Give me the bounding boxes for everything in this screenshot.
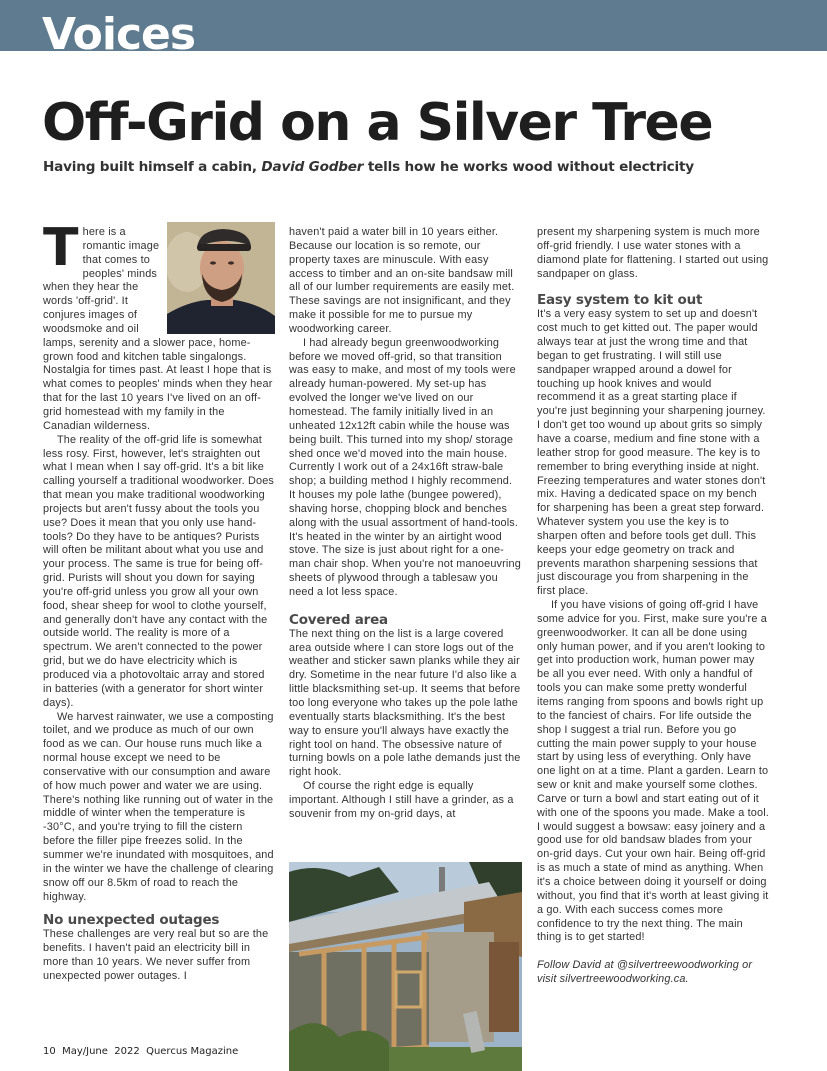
paragraph: It's a very easy system to set up and doesn't cost much to get kitted out. The paper would always tear at just the wrong time and that began to get frustrating. I will still use sandpaper wrapped around a dowel for touching up hook knives and would recommend it as a great starting place if you're just beginning your sharpening journey. I don't get too wound up about grits so simply have a coarse, medium and fine stone with a leather strop for good measure. The key is to remember to bring everything inside at night. Freezing temperatures and water stones don't mix. Having a dedicated space on my bench for sharpening has been a great step forward. Whatever system you use the key is to sharpen often and before tools get dull. This keeps your edge geometry on track and prevents marathon sharpening sessions that just discourage you from sharpening in the first place. [537,308,766,598]
follow-line: Follow David at @silvertreewoodworking or visit silvertreewoodworking.ca. [537,959,753,986]
standfirst-lead: Having built himself a cabin, [43,159,262,175]
paragraph: These challenges are very real but so are the benefits. I haven't paid an electricity bill in more than 10 years. We never suffer from unexpected power outages. I [43,928,269,982]
paragraph: haven't paid a water bill in 10 years either. Because our location is so remote, our property taxes are minuscule. With easy access to timber and an on-site bandsaw mill all of our lumber requirements are easily met. These savings are not insignificant, and they make it possible for me to pursue my woodworking career. [289,226,515,335]
drop-cap: T [43,218,79,278]
portrait-image [167,222,275,334]
standfirst-tail: tells how he works wood without electricity [363,159,694,175]
column-1 [43,218,275,984]
straw-bale-shop-image [289,862,522,1071]
author-portrait [167,222,275,334]
subheading: Easy system to kit out [537,292,703,309]
paragraph: present my sharpening system is much more off-grid friendly. I use water stones with a diamond plate for flattening. I started out using sandpaper on glass. [537,226,769,280]
subheading: Covered area [289,611,388,628]
paragraph: I had already begun greenwoodworking before we moved off-grid, so that transition was easy to make, and most of my tools were already human-powered. My set-up has evolved the longer we've lived on our homestead. The family initially lived in an unheated 12x12ft cabin while the house was being built. This turned into my shop/ storage shed once we'd moved into the main house. Currently I work out of a 24x16ft straw-bale shop; a building method I highly recommend. It houses my pole lathe (bungee powered), shaving horse, chopping block and benches along with the usual assortment of hand-tools. It's heated in the winter by an airtight wood stove. The size is just about right for a one-man chair shop. When you're not manoeuvring sheets of plywood through a tablesaw you need a lot less space. [289,336,521,598]
paragraph: here is a romantic image that comes to peoples' minds when they hear the words 'off-grid'. It conjures images of woodsmoke and oil lamps, serenity and a slower pace, home-grown food and kitchen table singalongs. Nostalgia for times past. At least I hope that is what comes to peoples' minds when they hear that for the last 10 years I've lived on an off-grid homestead with my family in the Canadian wilderness. [43,226,273,432]
subheading: No unexpected outages [43,912,220,929]
page-folio: 10 May/June 2022 Quercus Magazine [43,1046,239,1057]
column-3 [537,226,769,987]
author-name: David Godber [261,159,364,175]
paragraph: We harvest rainwater, we use a composting toilet, and we produce as much of our own food as we can. Our house runs much like a normal house except we need to be conservative with our consumption and aware of how much power and water we are using. There's nothing like running out of water in the middle of winter when the temperature is -30°C, and you're trying to fill the cistern before the filler pipe freezes solid. In the summer we're inundated with mosquitoes, and in the winter we have the challenge of clearing snow off our 8.5km of road to reach the highway. [43,710,274,903]
paragraph: Of course the right edge is equally important. Although I still have a grinder, as a souvenir from my on-grid days, at [289,780,514,820]
paragraph: The reality of the off-grid life is somewhat less rosy. First, however, let's straighten out what I mean when I say off-grid. It's a bit like calling yourself a traditional woodworker. Does that mean you make traditional woodworking projects but aren't fussy about the tools you use? Does it mean that you only use hand-tools? Do they have to be antiques? Purists will often be militant about what you use and your process. The same is true for being off-grid. Purists will shout you down for saying you're off-grid unless you grow all your own food, shear sheep for wool to clothe yourself, and generally don't have any contact with the outside world. The reality is more of a spectrum. We aren't connected to the power grid, but we do have electricity which is produced via a photovoltaic array and stored in batteries (with a generator for short winter days). [43,433,275,709]
section-label: Voices [42,9,196,51]
section-band [0,0,827,51]
paragraph: If you have visions of going off-grid I have some advice for you. First, make sure you're a greenwoodworker. It can all be done using only human power, and if you aren't looking to get into production work, human power may be all you ever need. With only a handful of tools you can make some pretty wonderful items ranging from spoons and bowls right up to the fanciest of chairs. For life outside the shop I suggest a trial run. Before you go cutting the main power supply to your house start by using less of everything. Only have one light on at a time. Plant a garden. Learn to sew or knit and make yourself some clothes. Carve or turn a bowl and start eating out of it with one of the spoons you made. Make a tool. I would suggest a bowsaw: easy joinery and a good use for old bandsaw blades from your on-grid days. Cut your own hair. Being off-grid is as much a state of mind as anything. When it's a choice between doing it yourself or doing without, you find that it's worth at least giving it a go. With each success comes more confidence to try the next thing. The main thing is to get started! [537,599,769,944]
shop-photo [289,862,522,1071]
standfirst [43,159,694,175]
column-2 [289,226,521,822]
paragraph: The next thing on the list is a large covered area outside where I can store logs out of the weather and sticker sawn planks while they air dry. Sometime in the near future I'd also like a little blacksmithing set-up. It seems that before too long everyone who takes up the pole lathe eventually starts blacksmithing. It's the best way to ensure you'll always have exactly the right tool on hand. The obsessive nature of turning bowls on a pole lathe demands just the right hook. [289,627,521,779]
article-title: Off-Grid on a Silver Tree [42,93,713,153]
